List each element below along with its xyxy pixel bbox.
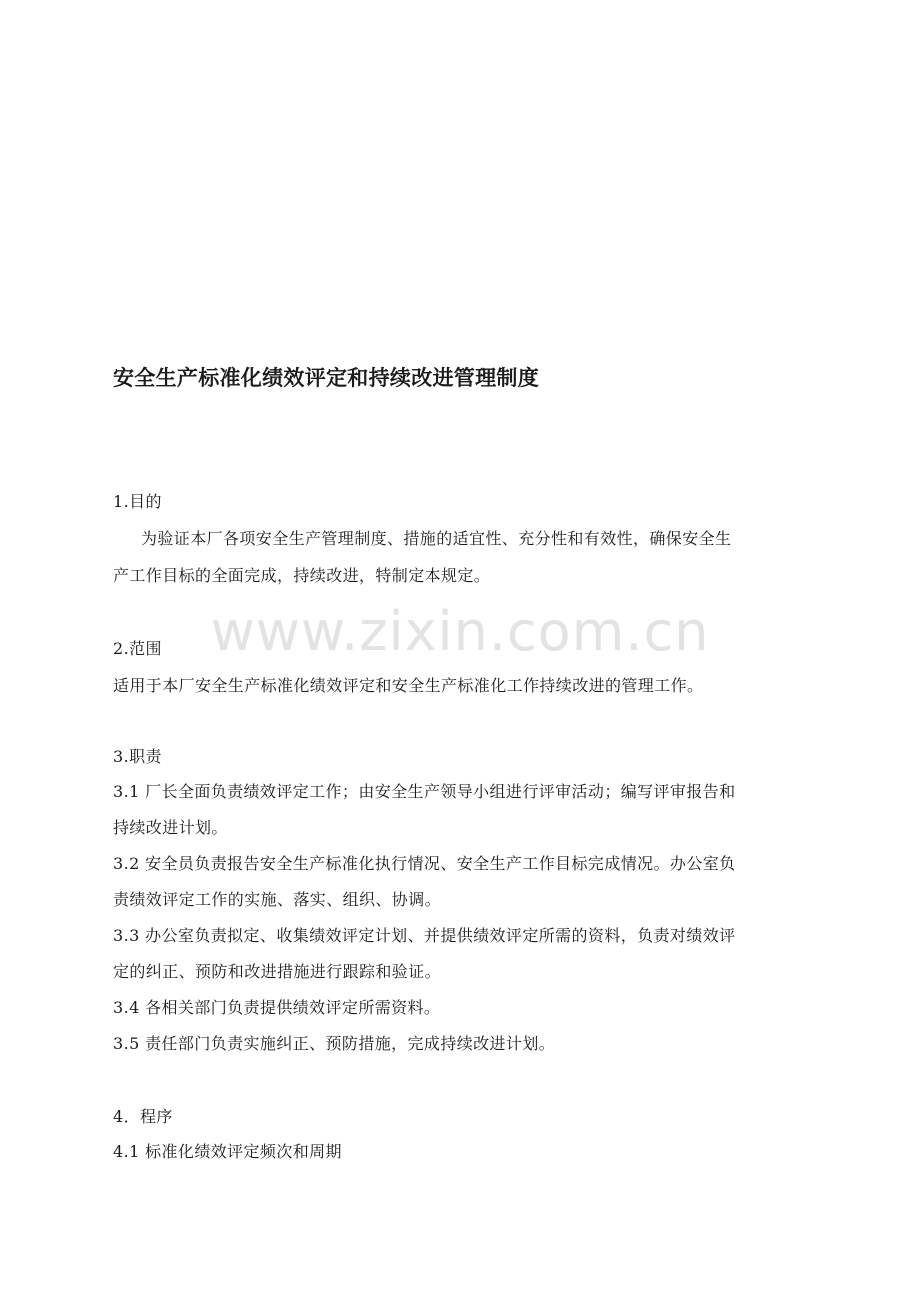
section-3-3-line-1: 3.3 办公室负责拟定、收集绩效评定计划、并提供绩效评定所需的资料，负责对绩效评 xyxy=(113,926,736,945)
section-3-heading: 3.职责 xyxy=(113,747,162,766)
section-1-heading: 1.目的 xyxy=(113,492,162,511)
section-4-1: 4.1 标准化绩效评定频次和周期 xyxy=(113,1142,342,1161)
section-3-2-line-2: 责绩效评定工作的实施、落实、组织、协调。 xyxy=(113,890,442,909)
section-4-heading: 4．程序 xyxy=(113,1107,173,1126)
section-2-heading: 2.范围 xyxy=(113,639,162,658)
section-3-3-line-2: 定的纠正、预防和改进措施进行跟踪和验证。 xyxy=(113,962,442,981)
document-title: 安全生产标准化绩效评定和持续改进管理制度 xyxy=(113,366,539,390)
section-3-1-line-2: 持续改进计划。 xyxy=(113,818,228,837)
section-3-2-line-1: 3.2 安全员负责报告安全生产标准化执行情况、安全生产工作目标完成情况。办公室负 xyxy=(113,854,736,873)
section-3-5: 3.5 责任部门负责实施纠正、预防措施，完成持续改进计划。 xyxy=(113,1034,556,1053)
section-1-paragraph-line-1: 为验证本厂各项安全生产管理制度、措施的适宜性、充分性和有效性，确保安全生 xyxy=(141,529,732,548)
section-2-paragraph: 适用于本厂安全生产标准化绩效评定和安全生产标准化工作持续改进的管理工作。 xyxy=(113,676,704,695)
section-3-1-line-1: 3.1 厂长全面负责绩效评定工作；由安全生产领导小组进行评审活动；编写评审报告和 xyxy=(113,782,736,801)
section-3-4: 3.4 各相关部门负责提供绩效评定所需资料。 xyxy=(113,998,441,1017)
watermark: www.zixin.com.cn xyxy=(210,600,710,663)
section-1-paragraph-line-2: 产工作目标的全面完成，持续改进，特制定本规定。 xyxy=(113,566,491,585)
